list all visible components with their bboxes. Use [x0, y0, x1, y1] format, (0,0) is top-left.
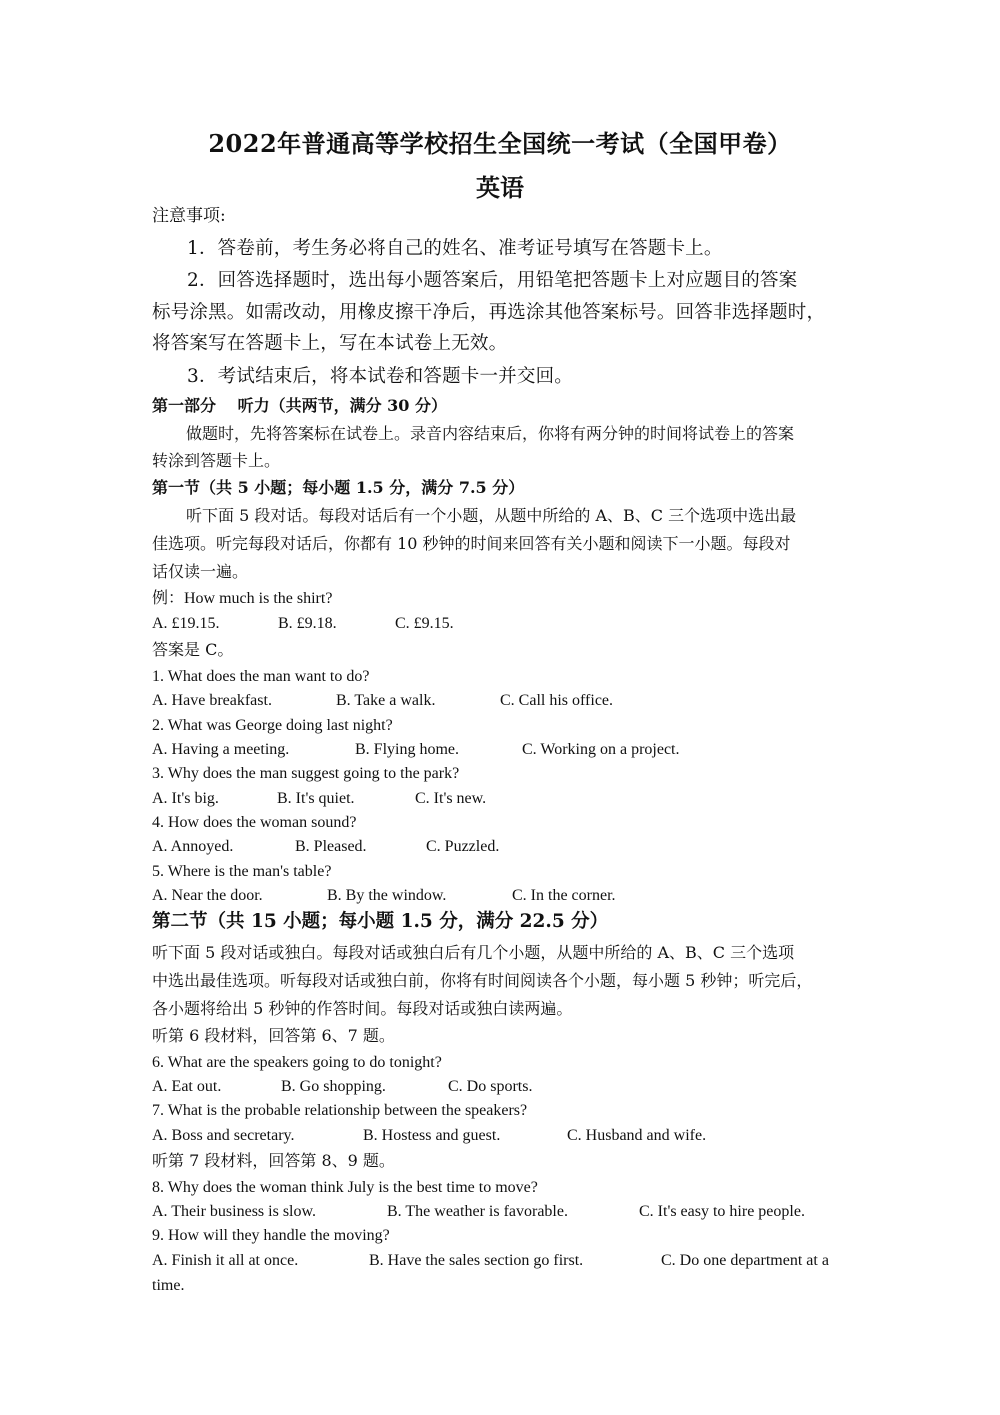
section2-intro-line-1: 听下面 5 段对话或独白。每段对话或独白后有几个小题，从题中所给的 A、B、C 三个选项	[152, 943, 795, 962]
example-option-a: A. £19.15.	[152, 615, 220, 632]
question-8-option-a: A. Their business is slow.	[152, 1203, 316, 1220]
question-7-options	[152, 1126, 852, 1146]
question-9-options	[152, 1251, 852, 1271]
part1-intro-line-2: 转涂到答题卡上。	[152, 451, 281, 470]
section2-intro-line-3: 各小题将给出 5 秒钟的作答时间。每段对话或独白读两遍。	[152, 999, 573, 1018]
example-option-c: C. £9.15.	[395, 615, 454, 632]
question-5-option-a: A. Near the door.	[152, 887, 263, 904]
notice-item-2-line-3: 将答案写在答题卡上，写在本试卷上无效。	[152, 333, 508, 354]
question-8-option-b: B. The weather is favorable.	[387, 1203, 568, 1220]
question-9-option-c-continued: time.	[152, 1277, 185, 1294]
question-3-option-c: C. It's new.	[415, 790, 487, 807]
section1-heading: 第一节（共 5 小题；每小题 1.5 分，满分 7.5 分）	[152, 478, 525, 497]
question-9: 9. How will they handle the moving?	[152, 1227, 390, 1244]
notice-item-2-line-2: 标号涂黑。如需改动，用橡皮擦干净后，再选涂其他答案标号。回答非选择题时，	[152, 302, 826, 323]
part1-heading: 第一部分 听力（共两节，满分 30 分）	[152, 396, 447, 415]
section2-heading: 第二节（共 15 小题；每小题 1.5 分，满分 22.5 分）	[152, 911, 609, 932]
question-7-option-c: C. Husband and wife.	[567, 1127, 707, 1144]
question-7-option-b: B. Hostess and guest.	[363, 1127, 501, 1144]
question-2-option-a: A. Having a meeting.	[152, 741, 290, 758]
question-6-option-c: C. Do sports.	[448, 1078, 533, 1095]
question-3-option-a: A. It's big.	[152, 790, 219, 807]
example-options	[152, 614, 852, 634]
question-3-option-b: B. It's quiet.	[277, 790, 355, 807]
question-7: 7. What is the probable relationship between the speakers?	[152, 1102, 528, 1119]
notice-item-2-line-1: 2．回答选择题时，选出每小题答案后，用铅笔把答题卡上对应题目的答案	[187, 270, 798, 291]
part1-intro-line-1: 做题时，先将答案标在试卷上。录音内容结束后，你将有两分钟的时间将试卷上的答案	[186, 424, 795, 443]
section1-intro-line-3: 话仅读一遍。	[152, 562, 249, 581]
question-1-options	[152, 691, 852, 711]
question-1-option-c: C. Call his office.	[500, 692, 614, 709]
example-option-b: B. £9.18.	[278, 615, 337, 632]
question-3: 3. Why does the man suggest going to the park?	[152, 765, 460, 782]
exam-subject: 英语	[476, 173, 524, 202]
section2-intro-line-2: 中选出最佳选项。听每段对话或独白前，你将有时间阅读各个小题，每小题 5 秒钟；听完后，	[152, 971, 813, 990]
section1-intro-line-2: 佳选项。听完每段对话后，你都有 10 秒钟的时间来回答有关小题和阅读下一小题。每段对	[152, 534, 791, 553]
example-answer: 答案是 C。	[152, 640, 234, 659]
question-8-option-c: C. It's easy to hire people.	[639, 1203, 805, 1220]
notice-heading: 注意事项:	[152, 206, 226, 226]
question-3-options	[152, 789, 852, 809]
question-8-options	[152, 1202, 852, 1222]
exam-title: 2022年普通高等学校招生全国统一考试（全国甲卷）	[208, 129, 792, 158]
question-1: 1. What does the man want to do?	[152, 668, 370, 685]
question-4-options	[152, 837, 852, 857]
notice-item-3: 3．考试结束后，将本试卷和答题卡一并交回。	[187, 366, 573, 387]
question-5-option-b: B. By the window.	[327, 887, 447, 904]
notice-item-1: 1．答卷前，考生务必将自己的姓名、准考证号填写在答题卡上。	[187, 238, 723, 259]
question-6: 6. What are the speakers going to do tonight?	[152, 1054, 442, 1071]
question-9-option-b: B. Have the sales section go first.	[369, 1252, 584, 1269]
question-6-options	[152, 1077, 852, 1097]
question-5-options	[152, 886, 852, 906]
question-1-option-a: A. Have breakfast.	[152, 692, 272, 709]
question-4: 4. How does the woman sound?	[152, 814, 357, 831]
question-5: 5. Where is the man's table?	[152, 863, 332, 880]
question-2: 2. What was George doing last night?	[152, 717, 393, 734]
question-4-option-a: A. Annoyed.	[152, 838, 234, 855]
question-8: 8. Why does the woman think July is the best time to move?	[152, 1179, 538, 1196]
question-2-option-b: B. Flying home.	[355, 741, 460, 758]
material-7-instruction: 听第 7 段材料，回答第 8、9 题。	[152, 1151, 395, 1170]
question-1-option-b: B. Take a walk.	[336, 692, 436, 709]
question-4-option-b: B. Pleased.	[295, 838, 367, 855]
question-2-options	[152, 740, 852, 760]
material-6-instruction: 听第 6 段材料，回答第 6、7 题。	[152, 1026, 395, 1045]
section1-intro-line-1: 听下面 5 段对话。每段对话后有一个小题，从题中所给的 A、B、C 三个选项中选出最	[186, 506, 797, 525]
question-6-option-b: B. Go shopping.	[281, 1078, 386, 1095]
question-6-option-a: A. Eat out.	[152, 1078, 222, 1095]
question-4-option-c: C. Puzzled.	[426, 838, 500, 855]
question-5-option-c: C. In the corner.	[512, 887, 616, 904]
question-7-option-a: A. Boss and secretary.	[152, 1127, 295, 1144]
example-question: 例：How much is the shirt?	[152, 590, 333, 607]
question-9-option-a: A. Finish it all at once.	[152, 1252, 299, 1269]
question-2-option-c: C. Working on a project.	[522, 741, 680, 758]
question-9-option-c: C. Do one department at a	[661, 1252, 829, 1269]
